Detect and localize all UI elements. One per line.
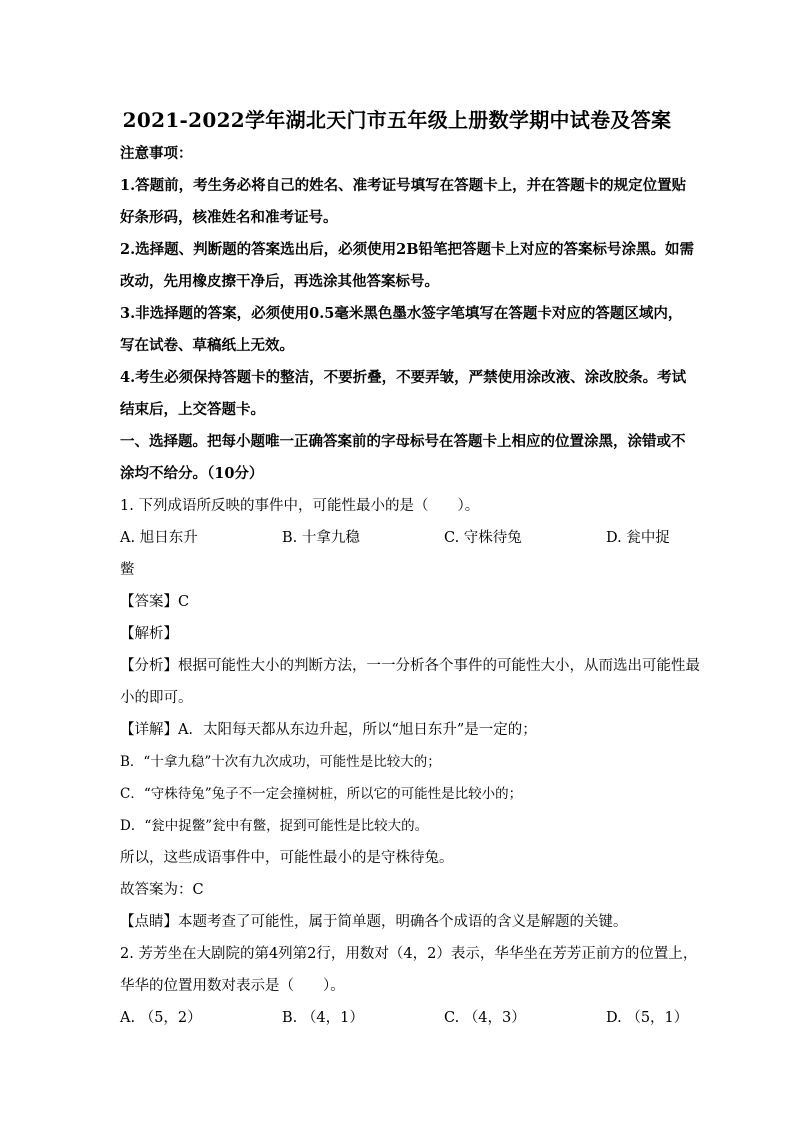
notice-line: 结束后，上交答题卡。 [120,401,265,418]
q1-analysis-heading: 【解析】 [120,626,178,642]
q2-option-b: B. （4，1） [282,1010,364,1026]
q1-detail-line: 【详解】A．太阳每天都从东边升起，所以“旭日东升”是一定的； [120,722,537,738]
q1-answer: 【答案】C [120,594,190,610]
q1-detail-line: 所以，这些成语事件中，可能性最小的是守株待兔。 [120,850,454,866]
q1-detail-line: B．“十拿九稳”十次有九次成功，可能性是比较大的； [120,754,441,770]
q1-dianjing: 【点睛】本题考查了可能性，属于简单题，明确各个成语的含义是解题的关键。 [120,914,628,930]
notice-line: 3.非选择题的答案，必须使用0.5毫米黑色墨水签字笔填写在答题卡对应的答题区域内， [120,305,683,322]
q1-fenxi: 【分析】根据可能性大小的判断方法，一一分析各个事件的可能性大小，从而选出可能性最 [120,658,700,674]
q1-option-d: D. 瓮中捉 [606,530,670,546]
section-heading: 一、选择题。把每小题唯一正确答案前的字母标号在答题卡上相应的位置涂黑，涂错或不 [120,433,686,450]
question-2-stem: 2. 芳芳坐在大剧院的第4列第2行，用数对（4，2）表示，华华坐在芳芳正前方的位置上， [120,946,698,962]
q1-fenxi-cont: 小的即可。 [120,690,193,706]
notice-line: 2.选择题、判断题的答案选出后，必须使用2B铅笔把答题卡上对应的答案标号涂黑。如需 [120,241,694,258]
question-1-stem: 1. 下列成语所反映的事件中，可能性最小的是（ ）。 [120,498,480,514]
notice-line: 1.答题前，考生务必将自己的姓名、准考证号填写在答题卡上，并在答题卡的规定位置贴 [120,177,687,194]
q2-option-d: D. （5，1） [606,1010,689,1026]
q1-option-b: B. 十拿九稳 [282,530,360,546]
notice-line: 4.考生必须保持答题卡的整洁，不要折叠，不要弄皱，严禁使用涂改液、涂改胶条。考试 [120,369,687,386]
document-title: 2021-2022学年湖北天门市五年级上册数学期中试卷及答案 [122,108,672,132]
q1-detail-line: C．“守株待兔”兔子不一定会撞树桩，所以它的可能性是比较小的； [120,786,523,802]
q2-option-c: C. （4，3） [444,1010,526,1026]
q1-detail-line: 故答案为：C [120,882,204,898]
q1-detail-line: D．“瓮中捉鳖”瓮中有鳖，捉到可能性是比较大的。 [120,818,429,834]
q1-option-d-cont: 鳖 [120,562,135,578]
q2-option-a: A. （5，2） [120,1010,202,1026]
notice-line: 好条形码，核准姓名和准考证号。 [120,209,338,226]
q1-option-a: A. 旭日东升 [120,530,198,546]
notice-line: 写在试卷、草稿纸上无效。 [120,337,294,354]
q1-option-c: C. 守株待兔 [444,530,522,546]
notice-heading: 注意事项： [120,145,193,162]
section-heading-cont: 涂均不给分。（10分） [120,465,264,482]
notice-line: 改动，先用橡皮擦干净后，再选涂其他答案标号。 [120,273,439,290]
question-2-stem-cont: 华华的位置用数对表示是（ ）。 [120,978,345,994]
